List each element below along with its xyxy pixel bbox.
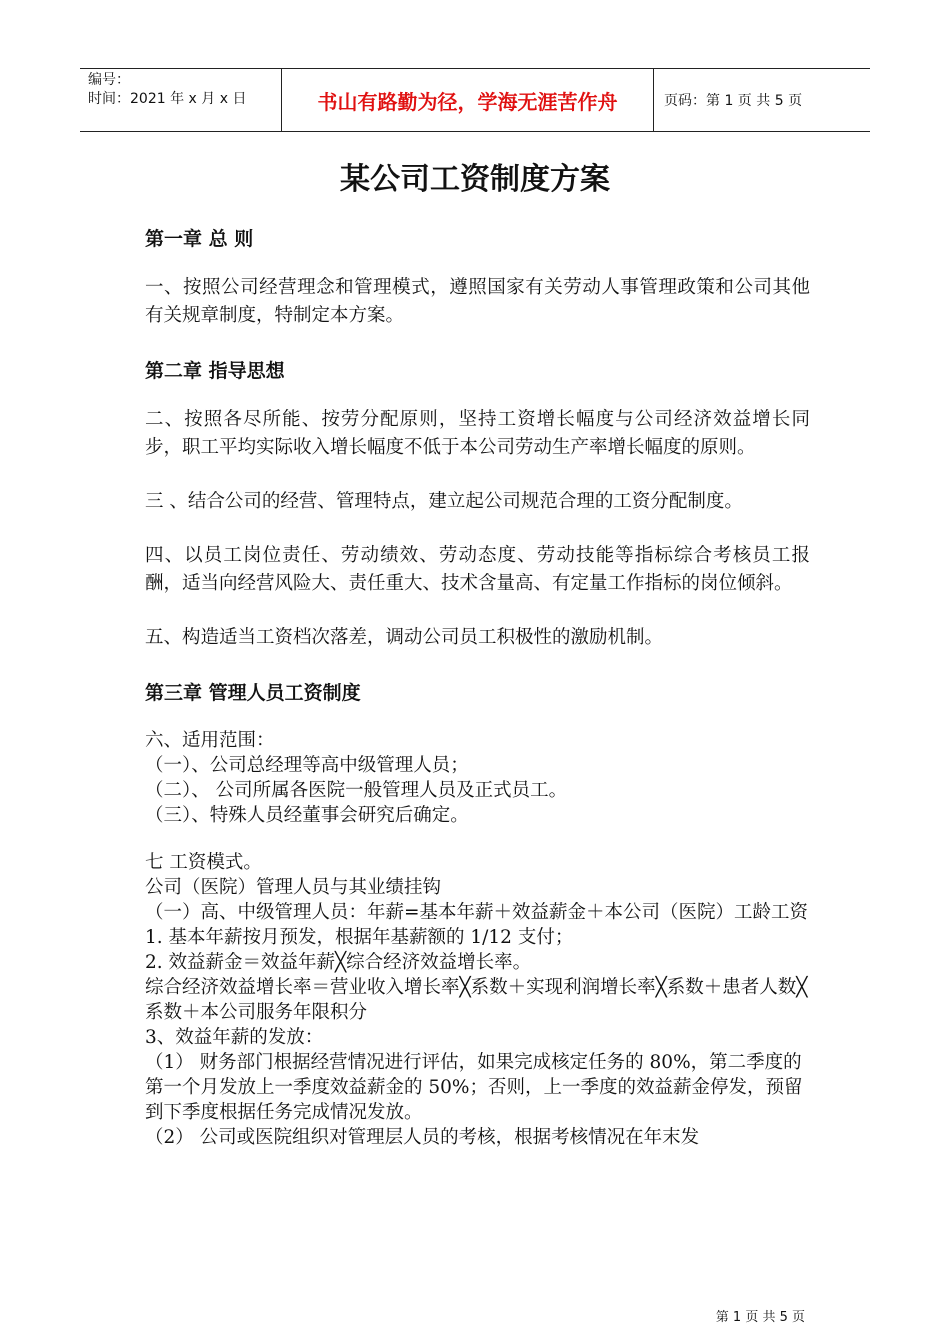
chapter-1-heading: 第一章 总 则 — [145, 228, 254, 250]
header-page-number: 页码：第 1 页 共 5 页 — [664, 93, 803, 109]
scope-item-2: （二）、 公司所属各医院一般管理人员及正式员工。 — [145, 780, 568, 801]
document-title: 某公司工资制度方案 — [340, 162, 610, 197]
paragraph-4: 四、以员工岗位责任、劳动绩效、劳动态度、劳动技能等指标综合考核员工报酬，适当向经营风险大、责任重大、技术含量高、有定量工作指标的岗位倾斜。 — [145, 545, 810, 594]
wage-heading: 七 工资模式。 — [145, 852, 262, 873]
wage-line-7: （1） 财务部门根据经营情况进行评估，如果完成核定任务的 80%，第二季度的第一个月发放上一季度效益薪金的 50%；否则，上一季度的效益薪金停发，预留到下季度根据任务完成情况发放。 — [145, 1052, 803, 1123]
document-number: 编号： — [88, 72, 130, 88]
spacer — [145, 828, 810, 850]
wage-line-4: 2. 效益薪金＝效益年薪╳综合经济效益增长率。 — [145, 952, 532, 973]
scope-item-3: （三）、特殊人员经董事会研究后确定。 — [145, 805, 469, 826]
chapter-3-heading: 第三章 管理人员工资制度 — [145, 682, 361, 704]
document-body — [145, 224, 810, 1150]
scope-heading: 六、适用范围： — [145, 730, 275, 751]
page-footer: 第 1 页 共 5 页 — [715, 1310, 805, 1325]
paragraph-5: 五、构造适当工资档次落差，调动公司员工积极性的激励机制。 — [145, 627, 664, 648]
document-date: 时间：2021 年 x 月 x 日 — [88, 91, 247, 107]
header-motto: 书山有路勤为径，学海无涯苦作舟 — [282, 69, 654, 131]
wage-line-3: 1. 基本年薪按月预发，根据年基薪额的 1/12 支付； — [145, 927, 574, 948]
paragraph-1: 一、按照公司经营理念和管理模式，遵照国家有关劳动人事管理政策和公司其他有关规章制度，特制定本方案。 — [145, 277, 810, 326]
wage-line-1: 公司（医院）管理人员与其业绩挂钩 — [145, 877, 442, 898]
scope-item-1: （一）、公司总经理等高中级管理人员； — [145, 755, 469, 776]
paragraph-3: 三 、结合公司的经营、管理特点，建立起公司规范合理的工资分配制度。 — [145, 491, 743, 512]
chapter-2-heading: 第二章 指导思想 — [145, 360, 285, 382]
wage-line-5: 综合经济效益增长率＝营业收入增长率╳系数＋实现利润增长率╳系数＋患者人数╳系数＋本公司服务年限积分 — [145, 977, 808, 1023]
page-header — [80, 68, 870, 132]
wage-line-6: 3、效益年薪的发放： — [145, 1027, 324, 1048]
header-meta — [80, 69, 282, 131]
wage-line-8: （2） 公司或医院组织对管理层人员的考核，根据考核情况在年末发 — [145, 1127, 700, 1148]
paragraph-2: 二、按照各尽所能、按劳分配原则，坚持工资增长幅度与公司经济效益增长同步，职工平均实际收入增长幅度不低于本公司劳动生产率增长幅度的原则。 — [145, 409, 810, 458]
wage-line-2: （一）高、中级管理人员：年薪=基本年薪＋效益薪金＋本公司（医院）工龄工资 — [145, 902, 809, 923]
